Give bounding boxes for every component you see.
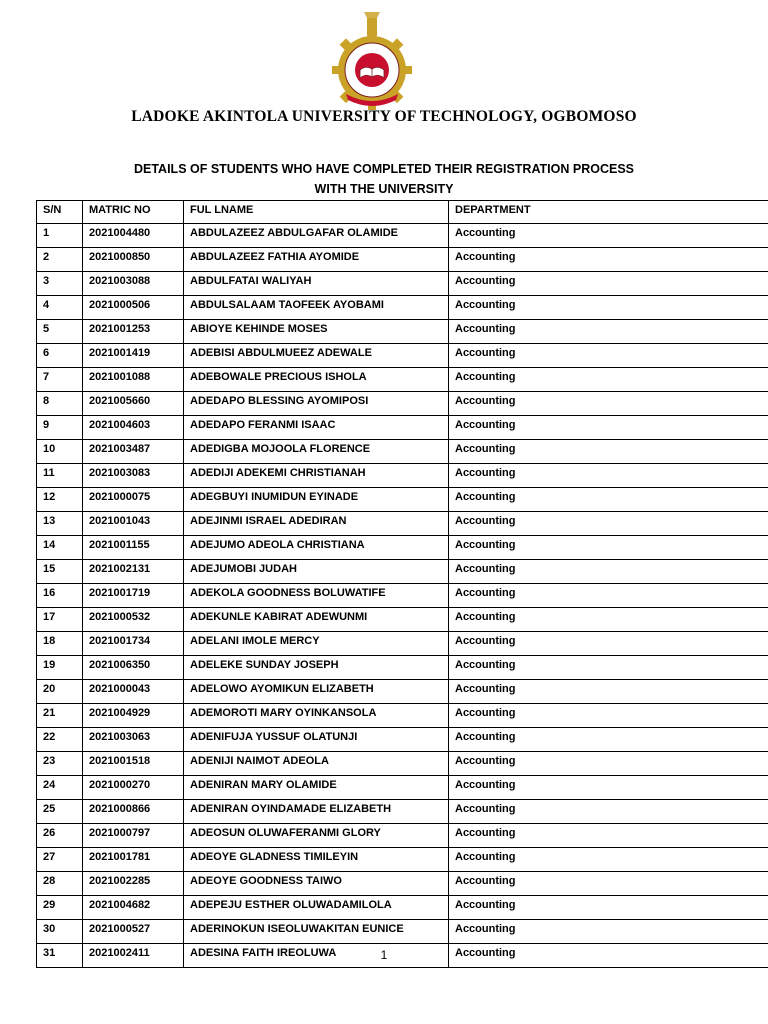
cell-matric-no: 2021001719 (83, 584, 184, 608)
cell-full-name: ADEGBUYI INUMIDUN EYINADE (184, 488, 449, 512)
cell-full-name: ABDULAZEEZ FATHIA AYOMIDE (184, 248, 449, 272)
cell-department: Accounting (449, 440, 768, 464)
cell-matric-no: 2021000527 (83, 920, 184, 944)
cell-department: Accounting (449, 464, 768, 488)
cell-department: Accounting (449, 296, 768, 320)
cell-matric-no: 2021000866 (83, 800, 184, 824)
cell-department: Accounting (449, 776, 768, 800)
cell-matric-no: 2021006350 (83, 656, 184, 680)
cell-sn: 6 (37, 344, 83, 368)
cell-department: Accounting (449, 920, 768, 944)
column-header-department: DEPARTMENT (449, 201, 768, 224)
cell-department: Accounting (449, 224, 768, 248)
column-header-matric-no: MATRIC NO (83, 201, 184, 224)
table-row (37, 272, 768, 296)
table-row (37, 416, 768, 440)
table-row (37, 656, 768, 680)
cell-sn: 20 (37, 680, 83, 704)
cell-full-name: ABIOYE KEHINDE MOSES (184, 320, 449, 344)
table-row (37, 632, 768, 656)
cell-department: Accounting (449, 872, 768, 896)
table-row (37, 296, 768, 320)
cell-sn: 26 (37, 824, 83, 848)
cell-matric-no: 2021001088 (83, 368, 184, 392)
cell-full-name: ABDULFATAI WALIYAH (184, 272, 449, 296)
cell-department: Accounting (449, 656, 768, 680)
cell-full-name: ABDULAZEEZ ABDULGAFAR OLAMIDE (184, 224, 449, 248)
column-header-full-name: FUL LNAME (184, 201, 449, 224)
cell-matric-no: 2021001043 (83, 512, 184, 536)
table-row (37, 800, 768, 824)
cell-matric-no: 2021004480 (83, 224, 184, 248)
cell-sn: 29 (37, 896, 83, 920)
cell-department: Accounting (449, 512, 768, 536)
cell-sn: 2 (37, 248, 83, 272)
cell-department: Accounting (449, 536, 768, 560)
table-row (37, 584, 768, 608)
cell-matric-no: 2021004682 (83, 896, 184, 920)
university-crest-icon (330, 12, 414, 112)
cell-sn: 12 (37, 488, 83, 512)
cell-matric-no: 2021001781 (83, 848, 184, 872)
cell-department: Accounting (449, 704, 768, 728)
cell-department: Accounting (449, 752, 768, 776)
cell-department: Accounting (449, 272, 768, 296)
cell-matric-no: 2021003063 (83, 728, 184, 752)
cell-full-name: ADEJUMOBI JUDAH (184, 560, 449, 584)
cell-department: Accounting (449, 608, 768, 632)
cell-full-name: ADEPEJU ESTHER OLUWADAMILOLA (184, 896, 449, 920)
table-row (37, 872, 768, 896)
cell-matric-no: 2021001253 (83, 320, 184, 344)
cell-full-name: ADEDIJI ADEKEMI CHRISTIANAH (184, 464, 449, 488)
cell-sn: 3 (37, 272, 83, 296)
cell-matric-no: 2021001419 (83, 344, 184, 368)
table-row (37, 728, 768, 752)
cell-sn: 27 (37, 848, 83, 872)
cell-department: Accounting (449, 416, 768, 440)
cell-full-name: ADENIJI NAIMOT ADEOLA (184, 752, 449, 776)
cell-sn: 1 (37, 224, 83, 248)
column-header-sn: S/N (37, 201, 83, 224)
registered-students-table (36, 200, 768, 968)
cell-department: Accounting (449, 848, 768, 872)
cell-full-name: ABDULSALAAM TAOFEEK AYOBAMI (184, 296, 449, 320)
cell-full-name: ADEBISI ABDULMUEEZ ADEWALE (184, 344, 449, 368)
cell-department: Accounting (449, 368, 768, 392)
cell-matric-no: 2021001155 (83, 536, 184, 560)
cell-department: Accounting (449, 344, 768, 368)
cell-matric-no: 2021005660 (83, 392, 184, 416)
cell-full-name: ADEBOWALE PRECIOUS ISHOLA (184, 368, 449, 392)
cell-full-name: ADEOYE GLADNESS TIMILEYIN (184, 848, 449, 872)
table-row (37, 440, 768, 464)
cell-full-name: ADENIRAN MARY OLAMIDE (184, 776, 449, 800)
cell-full-name: ADERINOKUN ISEOLUWAKITAN EUNICE (184, 920, 449, 944)
cell-sn: 28 (37, 872, 83, 896)
cell-department: Accounting (449, 392, 768, 416)
cell-sn: 17 (37, 608, 83, 632)
table-row (37, 608, 768, 632)
cell-matric-no: 2021004603 (83, 416, 184, 440)
cell-department: Accounting (449, 584, 768, 608)
table-row (37, 464, 768, 488)
cell-full-name: ADENIRAN OYINDAMADE ELIZABETH (184, 800, 449, 824)
cell-sn: 24 (37, 776, 83, 800)
cell-sn: 23 (37, 752, 83, 776)
cell-department: Accounting (449, 680, 768, 704)
table-row (37, 560, 768, 584)
cell-full-name: ADELEKE SUNDAY JOSEPH (184, 656, 449, 680)
table-row (37, 488, 768, 512)
cell-department: Accounting (449, 248, 768, 272)
cell-sn: 14 (37, 536, 83, 560)
cell-department: Accounting (449, 728, 768, 752)
cell-matric-no: 2021001518 (83, 752, 184, 776)
cell-full-name: ADEOSUN OLUWAFERANMI GLORY (184, 824, 449, 848)
table-row (37, 224, 768, 248)
table-row (37, 344, 768, 368)
cell-department: Accounting (449, 944, 768, 968)
cell-sn: 25 (37, 800, 83, 824)
university-name: LADOKE AKINTOLA UNIVERSITY OF TECHNOLOGY, OGBOMOSO (131, 108, 637, 125)
cell-sn: 4 (37, 296, 83, 320)
page-number: 1 (380, 948, 388, 962)
cell-matric-no: 2021002411 (83, 944, 184, 968)
cell-matric-no: 2021000075 (83, 488, 184, 512)
cell-sn: 9 (37, 416, 83, 440)
cell-matric-no: 2021001734 (83, 632, 184, 656)
cell-matric-no: 2021002285 (83, 872, 184, 896)
document-title-line-2: WITH THE UNIVERSITY (314, 182, 454, 196)
table-row (37, 536, 768, 560)
cell-sn: 30 (37, 920, 83, 944)
cell-department: Accounting (449, 560, 768, 584)
cell-full-name: ADEOYE GOODNESS TAIWO (184, 872, 449, 896)
cell-matric-no: 2021000506 (83, 296, 184, 320)
cell-full-name: ADEMOROTI MARY OYINKANSOLA (184, 704, 449, 728)
cell-sn: 15 (37, 560, 83, 584)
table-row (37, 896, 768, 920)
table-row (37, 752, 768, 776)
table-body (37, 224, 768, 968)
cell-sn: 18 (37, 632, 83, 656)
cell-matric-no: 2021000043 (83, 680, 184, 704)
cell-matric-no: 2021000850 (83, 248, 184, 272)
table-row (37, 680, 768, 704)
cell-full-name: ADELOWO AYOMIKUN ELIZABETH (184, 680, 449, 704)
cell-full-name: ADELANI IMOLE MERCY (184, 632, 449, 656)
table-row (37, 704, 768, 728)
table-row (37, 512, 768, 536)
cell-sn: 22 (37, 728, 83, 752)
table-row (37, 920, 768, 944)
cell-sn: 19 (37, 656, 83, 680)
cell-full-name: ADENIFUJA YUSSUF OLATUNJI (184, 728, 449, 752)
cell-full-name: ADEDIGBA MOJOOLA FLORENCE (184, 440, 449, 464)
cell-department: Accounting (449, 320, 768, 344)
table-row (37, 368, 768, 392)
cell-department: Accounting (449, 632, 768, 656)
table-row (37, 320, 768, 344)
cell-sn: 31 (37, 944, 83, 968)
cell-full-name: ADEDAPO FERANMI ISAAC (184, 416, 449, 440)
cell-full-name: ADESINA FAITH IREOLUWA (184, 944, 449, 968)
cell-sn: 5 (37, 320, 83, 344)
cell-matric-no: 2021002131 (83, 560, 184, 584)
cell-full-name: ADEDAPO BLESSING AYOMIPOSI (184, 392, 449, 416)
cell-matric-no: 2021003088 (83, 272, 184, 296)
cell-matric-no: 2021000532 (83, 608, 184, 632)
cell-full-name: ADEJINMI ISRAEL ADEDIRAN (184, 512, 449, 536)
cell-sn: 8 (37, 392, 83, 416)
cell-full-name: ADEKUNLE KABIRAT ADEWUNMI (184, 608, 449, 632)
cell-matric-no: 2021000270 (83, 776, 184, 800)
table-row (37, 824, 768, 848)
cell-sn: 13 (37, 512, 83, 536)
table-row (37, 776, 768, 800)
cell-department: Accounting (449, 896, 768, 920)
cell-sn: 11 (37, 464, 83, 488)
table-header-row (37, 201, 768, 224)
cell-full-name: ADEKOLA GOODNESS BOLUWATIFE (184, 584, 449, 608)
cell-matric-no: 2021000797 (83, 824, 184, 848)
table-row (37, 848, 768, 872)
cell-sn: 16 (37, 584, 83, 608)
table-row (37, 248, 768, 272)
document-title-line-1: DETAILS OF STUDENTS WHO HAVE COMPLETED THEIR REGISTRATION PROCESS (133, 162, 635, 176)
cell-full-name: ADEJUMO ADEOLA CHRISTIANA (184, 536, 449, 560)
cell-matric-no: 2021004929 (83, 704, 184, 728)
table-row (37, 392, 768, 416)
cell-department: Accounting (449, 488, 768, 512)
university-crest-logo (330, 12, 414, 112)
cell-department: Accounting (449, 824, 768, 848)
cell-sn: 21 (37, 704, 83, 728)
cell-matric-no: 2021003487 (83, 440, 184, 464)
cell-matric-no: 2021003083 (83, 464, 184, 488)
cell-sn: 10 (37, 440, 83, 464)
cell-department: Accounting (449, 800, 768, 824)
cell-sn: 7 (37, 368, 83, 392)
